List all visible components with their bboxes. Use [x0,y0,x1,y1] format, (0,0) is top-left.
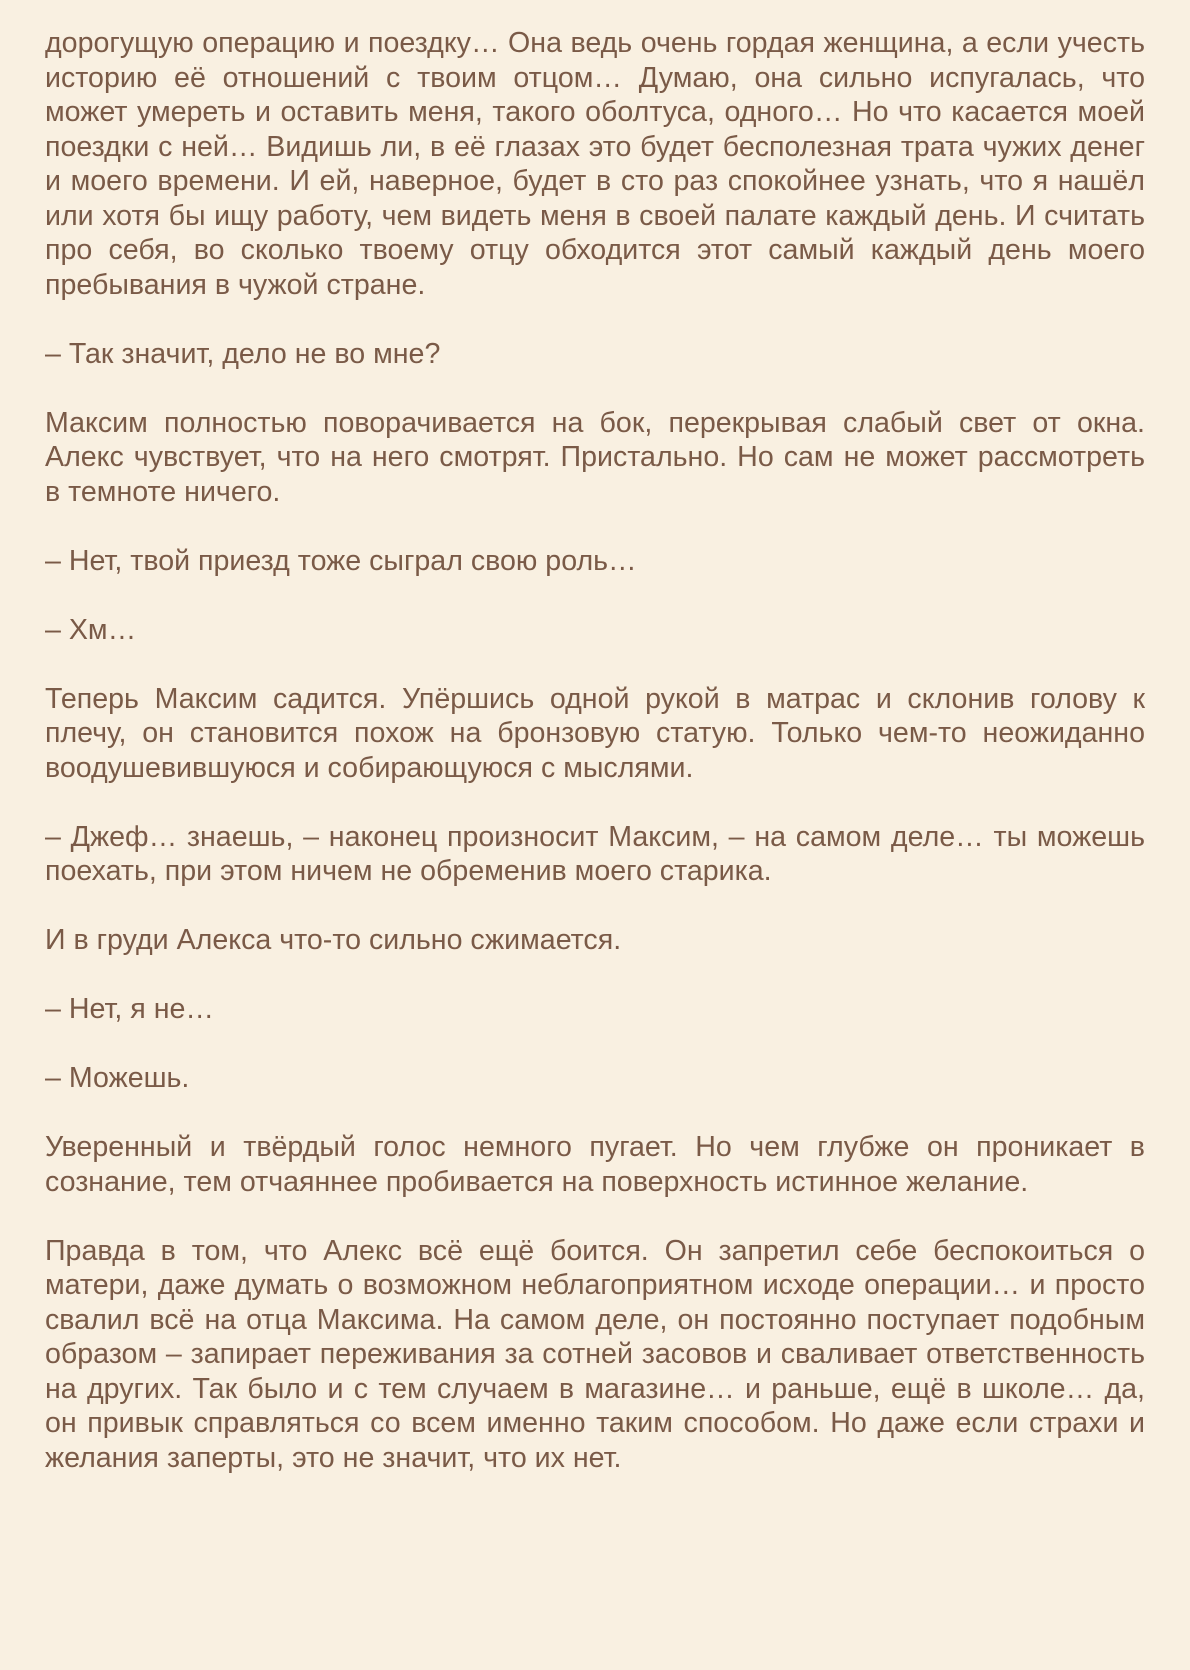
paragraph-9: – Нет, я не… [45,993,214,1025]
paragraph-1: дорогущую операцию и поездку… Она ведь очень гордая женщина, а если учесть историю её отношений с твоим отцом… Думаю, она сильно испугалась, что может умереть и оставить меня, такого оболтуса, одного… Но что касается моей поездки с ней… Видишь ли, в её глазах это будет бесполезная трата чужих денег и моего времени. И ей, наверное, будет в сто раз спокойнее узнать, что я нашёл или хотя бы ищу работу, чем видеть меня в своей палате каждый день. И считать про себя, во сколько твоему отцу обходится этот самый каждый день моего пребывания в чужой стране. [45,27,1145,301]
paragraph-2: – Так значит, дело не во мне? [45,337,441,370]
paragraph-12: Правда в том, что Алекс всё ещё боится. Он запретил себе беспокоиться о матери, даже думать о возможном неблагоприятном исходе операции… и просто свалил всё на отца Максима. На самом деле, он постоянно поступает подобным образом – запирает переживания за сотней засовов и сваливает ответственность на других. Так было и с тем случаем в магазине… и раньше, ещё в школе… да, он привык справляться со всем именно таким способом. Но даже если страхи и желания заперты, это не значит, что их нет. [45,1234,1145,1474]
paragraph-10: – Можешь. [45,1062,190,1094]
paragraph-5: – Хм… [45,613,137,646]
paragraph-8: И в груди Алекса что-то сильно сжимается. [45,924,622,956]
paragraph-7: – Джеф… знаешь, – наконец произносит Максим, – на самом деле… ты можешь поехать, при этом ничем не обременив моего старика. [45,820,1145,887]
paragraph-3: Максим полностью поворачивается на бок, перекрывая слабый свет от окна. Алекс чувствует, что на него смотрят. Пристально. Но сам не может рассмотреть в темноте ничего. [45,406,1145,508]
document-page [45,26,1145,1510]
paragraph-11: Уверенный и твёрдый голос немного пугает. Но чем глубже он проникает в сознание, тем отчаяннее пробивается на поверхность истинное желание. [45,1131,1145,1198]
paragraph-4: – Нет, твой приезд тоже сыграл свою роль… [45,544,637,577]
paragraph-6: Теперь Максим садится. Упёршись одной рукой в матрас и склонив голову к плечу, он становится похож на бронзовую статую. Только чем-то неожиданно воодушевившуюся и собирающуюся с мыслями. [45,682,1145,784]
